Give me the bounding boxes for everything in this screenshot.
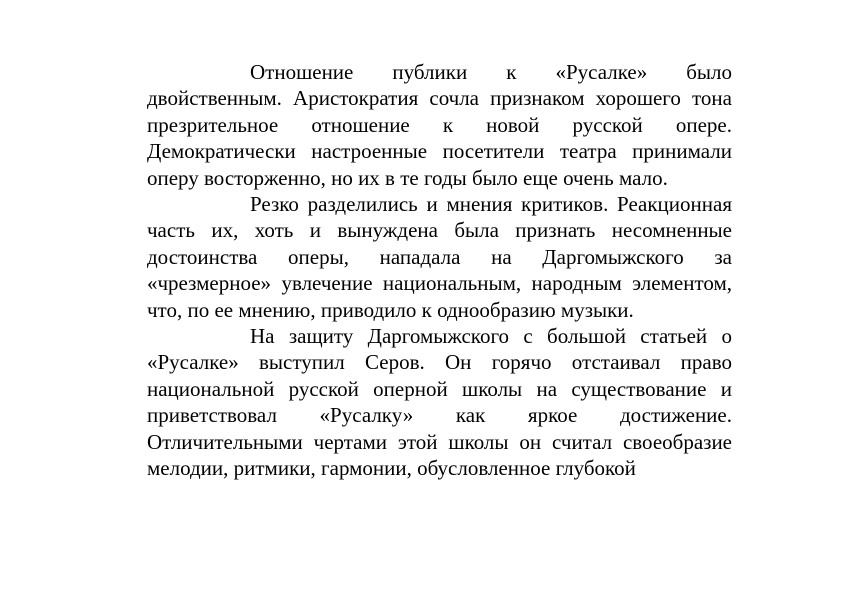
paragraph-serov-defense: На защиту Даргомыжского с большой статьей о «Русалке» выступил Серов. Он горячо отстаивал право национальной русской оперной школы на существование и приветствовал «Русалку» как яркое достижение. Отличительными чертами этой школы он считал своеобразие мелодии, ритмики, гармонии, обусловленное глубокой — [147, 324, 732, 481]
document-text — [147, 59, 732, 482]
paragraph-public-reaction: Отношение публики к «Русалке» было двойственным. Аристократия сочла признаком хорошего тона презрительное отношение к новой русской опере. Демократически настроенные посетители театра принимали оперу восторженно, но их в те годы было еще очень мало. — [147, 60, 732, 190]
paragraph-critics-opinions: Резко разделились и мнения критиков. Реакционная часть их, хоть и вынуждена была признать несомненные достоинства оперы, нападала на Даргомыжского за «чрезмерное» увлечение национальным, народным элементом, что, по ее мнению, приводило к однообразию музыки. — [147, 192, 732, 322]
